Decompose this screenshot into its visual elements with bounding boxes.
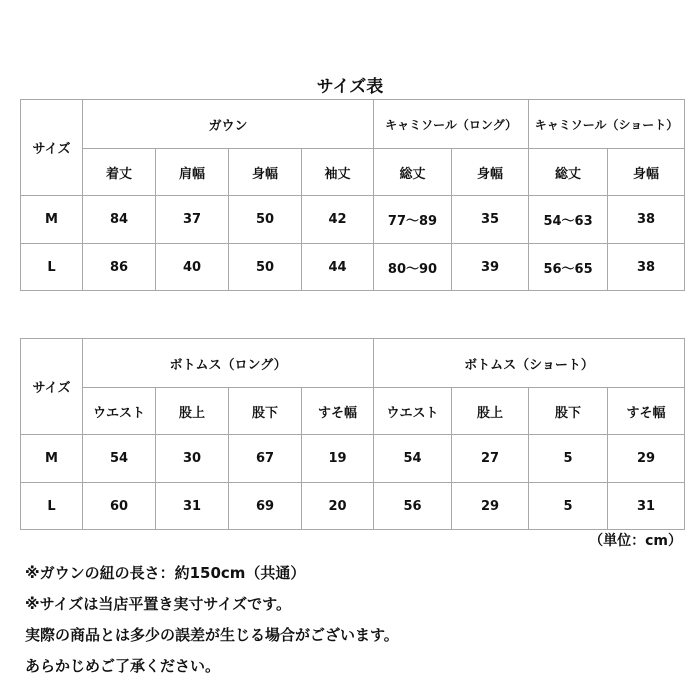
column-header: 総丈 [374, 149, 452, 196]
table-cell: 42 [302, 196, 374, 244]
size-header: サイズ [21, 339, 83, 435]
page-title: サイズ表 [316, 77, 384, 97]
column-header: 肩幅 [156, 149, 229, 196]
table-cell: 50 [229, 196, 302, 244]
note-line: あらかじめご了承ください。 [25, 657, 221, 675]
group-header-bottoms-short: ボトムス（ショート） [374, 339, 685, 388]
note-line: ※ガウンの紐の長さ：約150cm（共通） [25, 564, 306, 582]
table-cell: 54 [83, 435, 156, 483]
size-cell: L [21, 244, 83, 291]
notes [25, 562, 399, 686]
table-cell: 60 [83, 483, 156, 530]
table-cell: 44 [302, 244, 374, 291]
column-header: 総丈 [529, 149, 608, 196]
table-cell: 5 [529, 435, 608, 483]
table-row [21, 483, 685, 530]
table-cell: 54〜63 [529, 196, 608, 244]
table-cell: 56 [374, 483, 452, 530]
note-line: 実際の商品とは多少の誤差が生じる場合がございます。 [25, 626, 399, 644]
table-cell: 39 [452, 244, 529, 291]
size-table-tops [20, 99, 685, 291]
table-cell: 27 [452, 435, 529, 483]
table-subheader-row [21, 388, 685, 435]
size-table-bottoms [20, 338, 685, 530]
table-header-row [21, 100, 685, 149]
column-header: ウエスト [83, 388, 156, 435]
size-cell: L [21, 483, 83, 530]
table-cell: 86 [83, 244, 156, 291]
group-header-bottoms-long: ボトムス（ロング） [83, 339, 374, 388]
table-cell: 50 [229, 244, 302, 291]
column-header: 股下 [229, 388, 302, 435]
column-header: すそ幅 [608, 388, 685, 435]
table-cell: 20 [302, 483, 374, 530]
table-row [21, 244, 685, 291]
unit-label: （単位：cm） [589, 533, 682, 549]
column-header: 股下 [529, 388, 608, 435]
column-header: 身幅 [452, 149, 529, 196]
column-header: 股上 [452, 388, 529, 435]
column-header: ウエスト [374, 388, 452, 435]
table-cell: 40 [156, 244, 229, 291]
column-header: 身幅 [608, 149, 685, 196]
table-cell: 38 [608, 244, 685, 291]
column-header: すそ幅 [302, 388, 374, 435]
table-row [21, 196, 685, 244]
column-header: 着丈 [83, 149, 156, 196]
column-header: 袖丈 [302, 149, 374, 196]
table-cell: 29 [608, 435, 685, 483]
table-cell: 38 [608, 196, 685, 244]
group-header-camisole-long: キャミソール（ロング） [374, 100, 529, 149]
table-cell: 5 [529, 483, 608, 530]
table-cell: 80〜90 [374, 244, 452, 291]
column-header: 股上 [156, 388, 229, 435]
table-cell: 30 [156, 435, 229, 483]
column-header: 身幅 [229, 149, 302, 196]
table-row [21, 435, 685, 483]
table-cell: 37 [156, 196, 229, 244]
table-cell: 29 [452, 483, 529, 530]
table-cell: 19 [302, 435, 374, 483]
table-cell: 69 [229, 483, 302, 530]
table-cell: 67 [229, 435, 302, 483]
table-cell: 31 [608, 483, 685, 530]
table-cell: 56〜65 [529, 244, 608, 291]
table-cell: 77〜89 [374, 196, 452, 244]
table-cell: 84 [83, 196, 156, 244]
table-header-row [21, 339, 685, 388]
group-header-gown: ガウン [83, 100, 374, 149]
size-header: サイズ [21, 100, 83, 196]
table-subheader-row [21, 149, 685, 196]
table-cell: 31 [156, 483, 229, 530]
group-header-camisole-short: キャミソール（ショート） [529, 100, 685, 149]
table-cell: 35 [452, 196, 529, 244]
table-cell: 54 [374, 435, 452, 483]
size-cell: M [21, 435, 83, 483]
note-line: ※サイズは当店平置き実寸サイズです。 [25, 595, 291, 613]
size-cell: M [21, 196, 83, 244]
